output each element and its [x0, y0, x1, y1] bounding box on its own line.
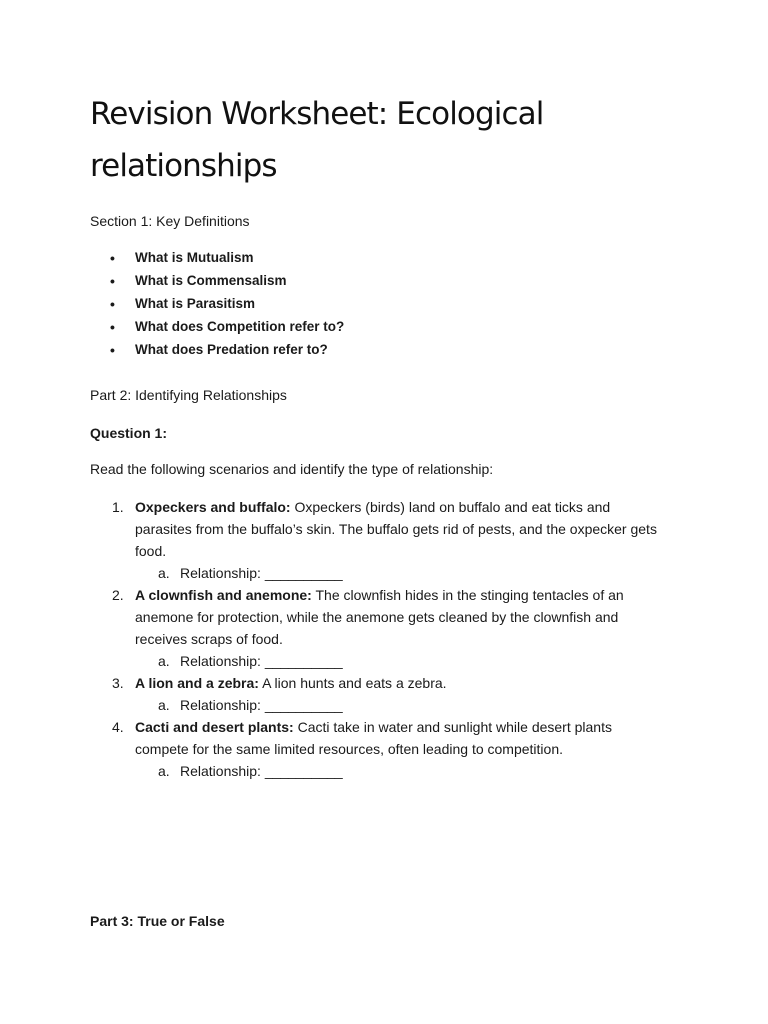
definitions-list	[90, 248, 344, 363]
bullet-icon: •	[110, 250, 115, 266]
scenario-number: 4.	[112, 719, 124, 735]
relationship-line	[135, 650, 660, 672]
scenario-lead: Cacti and desert plants:	[135, 719, 294, 735]
scenario-lead: A lion and a zebra:	[135, 675, 259, 691]
scenario-item	[90, 716, 660, 782]
definition-item-competition	[90, 317, 344, 340]
bullet-icon: •	[110, 296, 115, 312]
sub-marker: a.	[158, 763, 170, 779]
definition-text: What does Predation refer to?	[135, 342, 328, 357]
scenario-text	[135, 716, 660, 760]
scenario-text	[135, 584, 660, 650]
sub-marker: a.	[158, 565, 170, 581]
relationship-blank: Relationship: __________	[180, 763, 343, 779]
relationship-blank: Relationship: __________	[180, 565, 343, 581]
scenario-item	[90, 584, 660, 672]
scenario-lead: Oxpeckers and buffalo:	[135, 499, 291, 515]
scenario-number: 1.	[112, 499, 124, 515]
question-label: Question 1:	[90, 425, 168, 441]
definition-item-commensalism	[90, 271, 344, 294]
scenario-text	[135, 496, 660, 562]
sub-marker: a.	[158, 697, 170, 713]
part3-heading: Part 3: True or False	[90, 913, 225, 929]
question-intro: Read the following scenarios and identify the type of relationship:	[90, 461, 494, 477]
relationship-line	[135, 694, 660, 716]
bullet-icon: •	[110, 273, 115, 289]
scenario-body: Oxpeckers (birds) land on buffalo and eat ticks and parasites from the buffalo’s skin. The buffalo gets rid of pests, and the oxpecker gets food.	[135, 499, 657, 559]
scenario-lead: A clownfish and anemone:	[135, 587, 312, 603]
definition-text: What is Mutualism	[135, 250, 254, 265]
definition-text: What is Commensalism	[135, 273, 287, 288]
bullet-icon: •	[110, 319, 115, 335]
scenario-body: A lion hunts and eats a zebra.	[258, 675, 447, 691]
relationship-blank: Relationship: __________	[180, 653, 343, 669]
scenario-list	[90, 496, 660, 782]
relationship-blank: Relationship: __________	[180, 697, 343, 713]
definition-text: What does Competition refer to?	[135, 319, 345, 334]
scenario-number: 3.	[112, 675, 124, 691]
scenario-item	[90, 496, 660, 584]
scenario-number: 2.	[112, 587, 124, 603]
scenario-body: Cacti take in water and sunlight while desert plants compete for the same limited resources, often leading to competition.	[135, 719, 612, 757]
definition-item-parasitism	[90, 294, 344, 317]
scenario-text	[135, 672, 660, 694]
definition-item-mutualism	[90, 248, 344, 271]
definition-item-predation	[90, 340, 344, 363]
part2-heading: Part 2: Identifying Relationships	[90, 387, 287, 403]
sub-marker: a.	[158, 653, 170, 669]
document-title: Revision Worksheet: Ecological relationships	[90, 96, 544, 184]
scenario-item	[90, 672, 660, 716]
relationship-line	[135, 562, 660, 584]
section1-heading: Section 1: Key Definitions	[90, 213, 250, 229]
relationship-line	[135, 760, 660, 782]
scenario-body: The clownfish hides in the stinging tentacles of an anemone for protection, while the anemone gets cleaned by the clownfish and receives scraps of food.	[135, 587, 624, 647]
bullet-icon: •	[110, 342, 115, 358]
definition-text: What is Parasitism	[135, 296, 256, 311]
